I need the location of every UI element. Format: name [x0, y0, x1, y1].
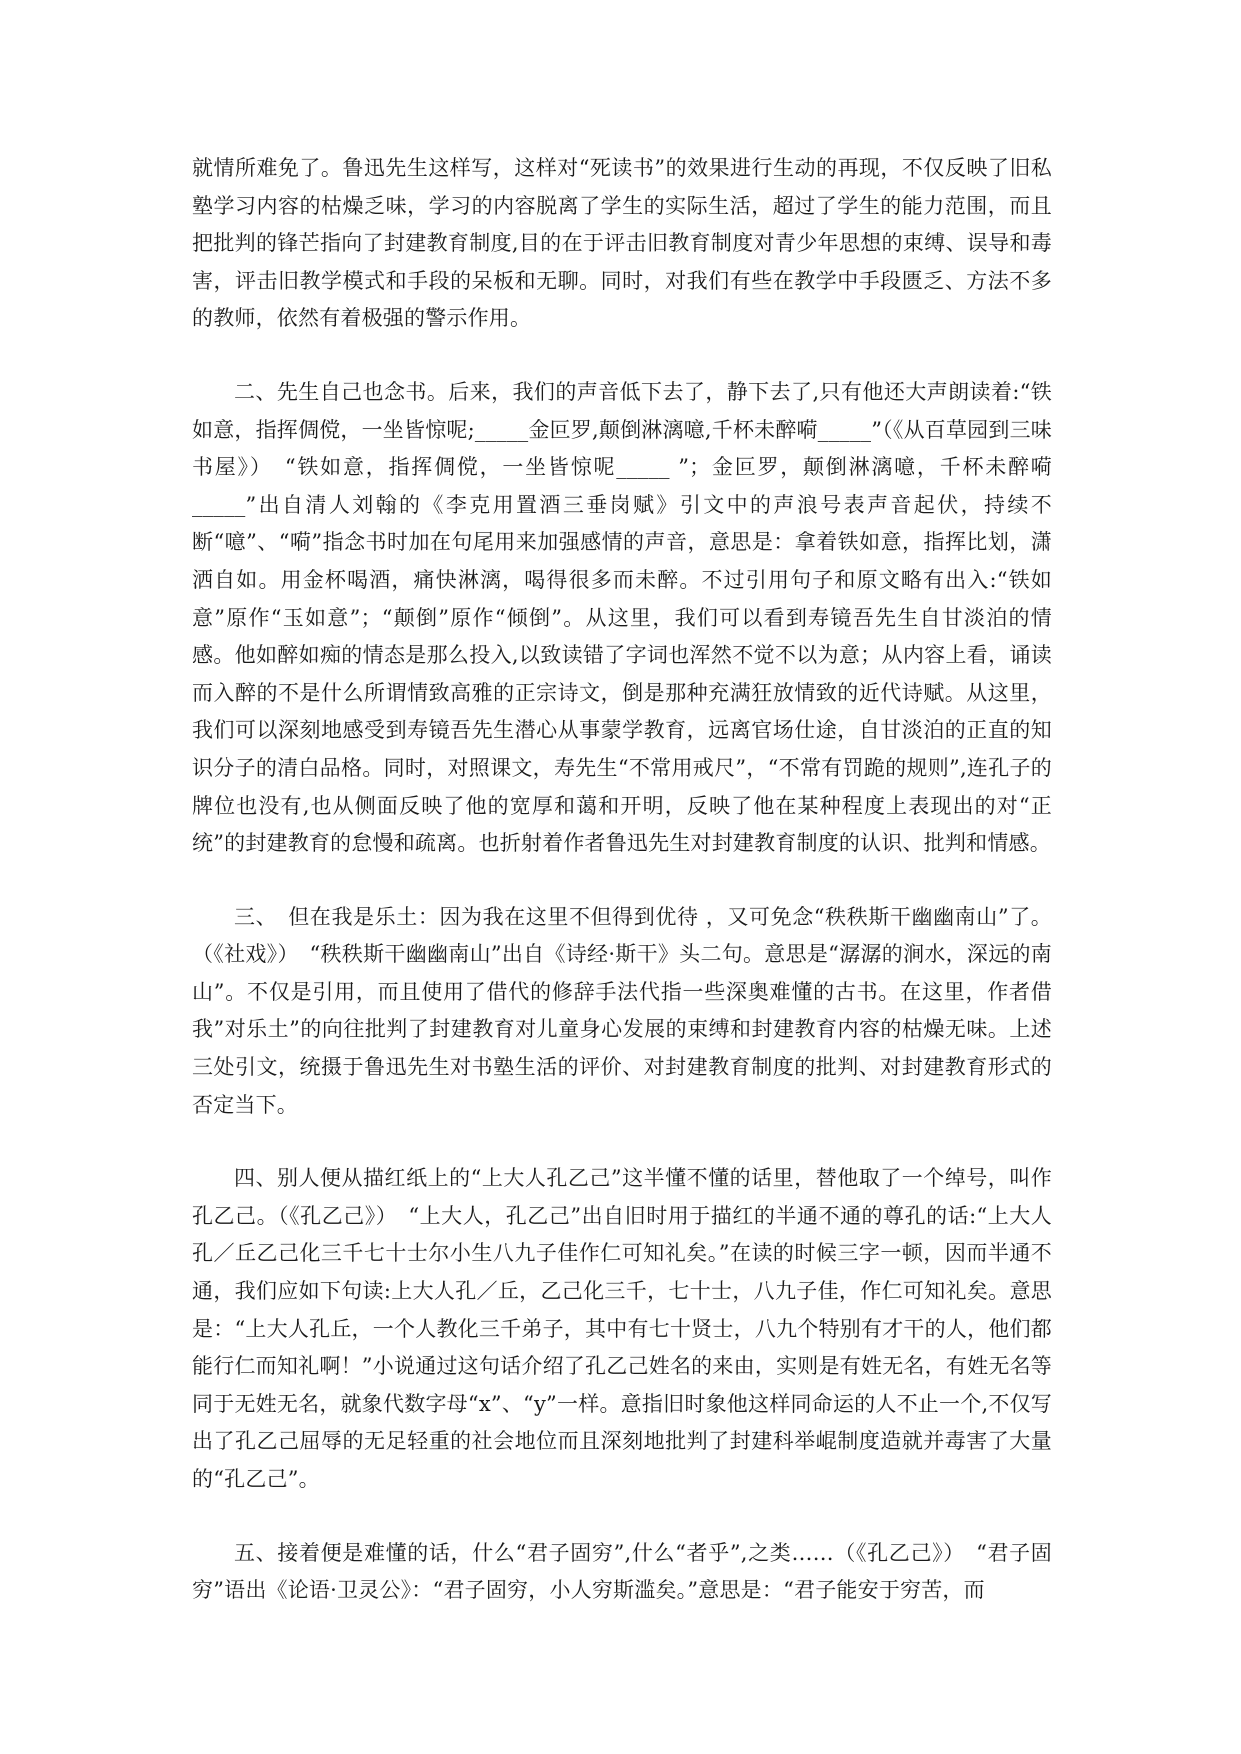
paragraph-three: 三、 但在我是乐土：因为我在这里不但得到优待 ，又可免念“秩秩斯干幽幽南山”了。（《社戏》） “秩秩斯干幽幽南山”出自《诗经·斯干》头二句。意思是“潺潺的涧水，深远的南山”。不仅是引用，而且使用了借代的修辞手法代指一些深奥难懂的古书。在这里，作者借我”对乐土”的向往批判了封建教育对儿童身心发展的束缚和封建教育内容的枯燥无味。上述三处引文，统摄于鲁迅先生对书塾生活的评价、对封建教育制度的批判、对封建教育形式的否定当下。	[192, 904, 1052, 1117]
document-page	[192, 150, 1052, 1610]
paragraph-two: 二、先生自己也念书。后来，我们的声音低下去了，静下去了,只有他还大声朗读着:“铁如意，指挥倜傥，一坐皆惊呢;_____金叵罗,颠倒淋漓噫,千杯未醉嗬_____”（《从百草园到三味书屋》） “铁如意，指挥倜傥，一坐皆惊呢_____ ”；金叵罗，颠倒淋漓噫，千杯未醉嗬_____”出自清人刘翰的《李克用置酒三垂岗赋》引文中的声浪号表声音起伏，持续不断“噫”、“嗬”指念书时加在句尾用来加强感情的声音，意思是：拿着铁如意，指挥比划，潇洒自如。用金杯喝酒，痛快淋漓，喝得很多而未醉。不过引用句子和原文略有出入:“铁如意”原作“玉如意”；“颠倒”原作“倾倒”。从这里，我们可以看到寿镜吾先生自甘淡泊的情感。他如醉如痴的情态是那么投入,以致读错了字词也浑然不觉不以为意；从内容上看，诵读而入醉的不是什么所谓情致高雅的正宗诗文，倒是那种充满狂放情致的近代诗赋。从这里，我们可以深刻地感受到寿镜吾先生潜心从事蒙学教育，远离官场仕途，自甘淡泊的正直的知识分子的清白品格。同时，对照课文，寿先生“不常用戒尺”，“不常有罚跪的规则”,连孔子的牌位也没有,也从侧面反映了他的宽厚和蔼和开明，反映了他在某种程度上表现出的对“正统”的封建教育的怠慢和疏离。也折射着作者鲁迅先生对封建教育制度的认识、批判和情感。	[192, 379, 1052, 856]
paragraph-continuation: 就情所难免了。鲁迅先生这样写，这样对“死读书”的效果进行生动的再现，不仅反映了旧私塾学习内容的枯燥乏味，学习的内容脱离了学生的实际生活，超过了学生的能力范围，而且把批判的锋芒指向了封建教育制度,目的在于评击旧教育制度对青少年思想的束缚、误导和毒害，评击旧教学模式和手段的呆板和无聊。同时，对我们有些在教学中手段匮乏、方法不多的教师，依然有着极强的警示作用。	[192, 156, 1052, 331]
paragraph-four: 四、别人便从描红纸上的“上大人孔乙己”这半懂不懂的话里，替他取了一个绰号，叫作孔乙己。（《孔乙己》） “上大人，孔乙己”出自旧时用于描红的半通不通的尊孔的话:“上大人孔／丘乙己化三千七十士尔小生八九子佳作仁可知礼矣。”在读的时候三字一顿，因而半通不通，我们应如下句读:上大人孔／丘，乙己化三千，七十士，八九子佳，作仁可知礼矣。意思是：“上大人孔丘，一个人教化三千弟子，其中有七十贤士，八九个特别有才干的人，他们都能行仁而知礼啊！”小说通过这句话介绍了孔乙己姓名的来由，实则是有姓无名，有姓无名等同于无姓无名，就象代数字母“x”、“y”一样。意指旧时象他这样同命运的人不止一个,不仅写出了孔乙己屈辱的无足轻重的社会地位而且深刻地批判了封建科举崐制度造就并毒害了大量的“孔乙己”。	[192, 1166, 1052, 1491]
paragraph-five: 五、接着便是难懂的话，什么“君子固穷”,什么“者乎”,之类……（《孔乙己》） “君子固穷”语出《论语·卫灵公》：“君子固穷，小人穷斯滥矣。”意思是：“君子能安于穷苦，而	[192, 1540, 1052, 1603]
